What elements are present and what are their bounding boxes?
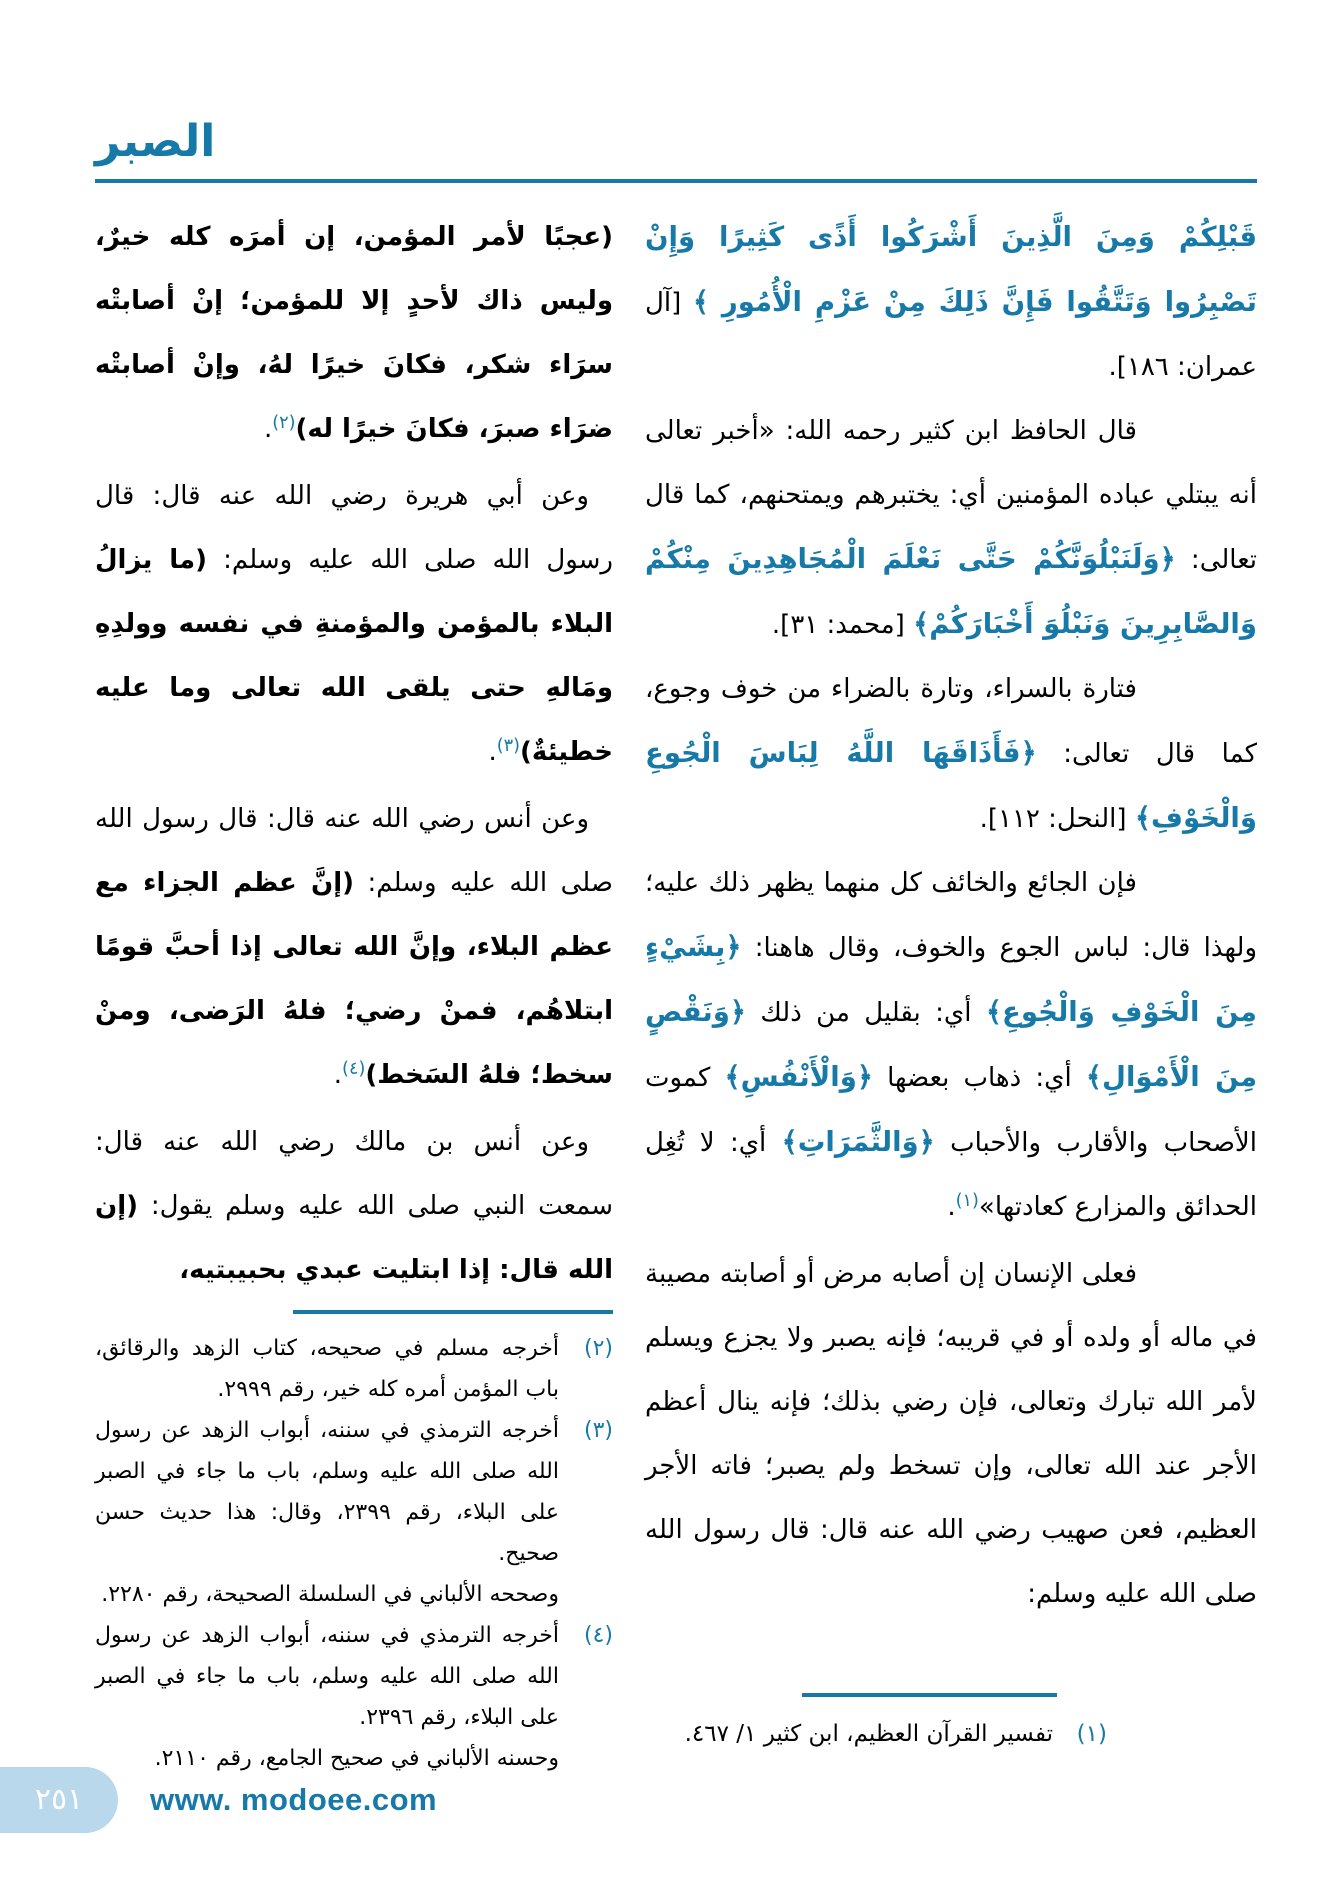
column-right-body <box>645 205 1257 1685</box>
body-text-run: [محمد: ٣١]. <box>771 609 914 640</box>
footnote <box>95 1410 613 1615</box>
body-text-run: فتارة بالسراء، وتارة بالضراء من خوف وجوع، كما قال تعالى: <box>645 673 1257 769</box>
body-text-run: أي: بقليل من ذلك <box>746 997 986 1028</box>
column-left-body <box>95 205 613 1302</box>
footnote-text <box>95 1615 559 1779</box>
column-left <box>95 205 613 1779</box>
body-text-run: [آل عمران: ١٨٦]. <box>645 287 1257 382</box>
footnote-ref-marker: (٢) <box>272 412 296 433</box>
paragraph <box>645 205 1257 399</box>
quran-verse-run: ﴿فَأَذَاقَهَا اللَّهُ لِبَاسَ الْجُوعِ وَالْخَوْفِ﴾ <box>645 736 1257 834</box>
footnote-separator-right <box>802 1693 1057 1697</box>
quran-verse-run: ﴿وَلَنَبْلُوَنَّكُمْ حَتَّى نَعْلَمَ الْمُجَاهِدِينَ مِنْكُمْ وَالصَّابِرِينَ وَنَبْلُوَ أَخْبَارَكُمْ﴾ <box>645 542 1257 640</box>
footnote <box>645 1711 1107 1757</box>
paragraph <box>645 851 1257 1242</box>
footnote-separator-left <box>293 1310 613 1314</box>
hadith-text-run: (عجبًا لأمر المؤمن، إن أمرَه كله خيرٌ، وليس ذاك لأحدٍ إلا للمؤمن؛ إنْ أصابتْه سرَاء شكر، فكانَ خيرًا لهُ، وإنْ أصابتْه ضرَاء صبرَ، فكانَ خيرًا له) <box>95 221 613 444</box>
body-text-run: وعن أنس رضي الله عنه قال: قال رسول الله صلى الله عليه وسلم: <box>95 803 613 898</box>
body-text-run: أي: ذهاب بعضها <box>872 1062 1086 1093</box>
body-text-run: كموت الأصحاب والأقارب والأحباب <box>645 1062 1257 1158</box>
hadith-text-run: (ما يزالُ البلاء بالمؤمن والمؤمنةِ في نفسه وولدِهِ ومَالهِ حتى يلقى الله تعالى وما عليه خطيئةٌ) <box>95 544 613 767</box>
footnote-part: وحسنه الألباني في صحيح الجامع، رقم ٢١١٠. <box>154 1745 559 1771</box>
body-text-run: أي: لا تُغِل الحدائق والمزارع كعادتها» <box>645 1127 1257 1222</box>
footnote-text <box>95 1328 559 1410</box>
footnote <box>95 1615 613 1779</box>
body-text-run: . <box>947 1191 956 1222</box>
body-text-run: وعن أبي هريرة رضي الله عنه قال: قال رسول الله صلى الله عليه وسلم: <box>95 480 613 575</box>
footnote-part: تفسير القرآن العظيم، ابن كثير ١/ ٤٦٧. <box>684 1720 1053 1747</box>
footnote-part: وصححه الألباني في السلسلة الصحيحة، رقم ٢٢٨٠. <box>101 1581 559 1607</box>
column-right <box>645 205 1257 1757</box>
hadith-text-run: (إن الله قال: إذا ابتليت عبدي بحبيبتيه، <box>95 1190 613 1285</box>
footnote-marker: (٢) <box>583 1335 613 1361</box>
quran-verse-run: ﴿بِشَيْءٍ مِنَ الْخَوْفِ وَالْجُوعِ﴾ <box>645 930 1257 1028</box>
paragraph <box>95 205 613 464</box>
body-text-run: . <box>488 736 497 767</box>
quran-verse-run: ﴿وَالثَّمَرَاتِ﴾ <box>781 1125 935 1158</box>
body-text-run: . <box>333 1059 343 1090</box>
quran-verse-run: ﴿وَالْأَنْفُسِ﴾ <box>724 1060 873 1093</box>
two-column-layout <box>95 205 1257 1779</box>
body-text-run: فعلى الإنسان إن أصابه مرض أو أصابته مصيبة في ماله أو ولده أو في قريبه؛ فإنه يصبر ولا يجزع ويسلم لأمر الله تبارك وتعالى، فإن رضي بذلك؛ فإنه ينال أعظم الأجر عند الله تعالى، وإن تسخط ولم يصبر؛ فاته الأجر العظيم، فعن صهيب رضي الله عنه قال: قال رسول الله صلى الله عليه وسلم: <box>645 1258 1257 1609</box>
footnote-marker: (١) <box>1076 1720 1107 1747</box>
page-header <box>95 0 1257 183</box>
footnote-marker: (٣) <box>583 1417 613 1443</box>
body-text-run: فإن الجائع والخائف كل منهما يظهر ذلك عليه؛ ولهذا قال: لباس الجوع والخوف، وقال هاهنا: <box>645 867 1257 963</box>
chapter-title: الصبر <box>95 116 216 167</box>
paragraph <box>95 464 613 787</box>
footnote-ref-marker: (٣) <box>496 735 521 756</box>
body-text-run: وعن أنس بن مالك رضي الله عنه قال: سمعت النبي صلى الله عليه وسلم يقول: <box>95 1126 613 1221</box>
paragraph <box>95 787 613 1110</box>
quran-verse-run: قَبْلِكُمْ وَمِنَ الَّذِينَ أَشْرَكُوا أَذًى كَثِيرًا وَإِنْ تَصْبِرُوا وَتَتَّقُوا فَإِنَّ ذَلِكَ مِنْ عَزْمِ الْأُمُورِ ﴾ <box>645 220 1257 318</box>
footnotes-right <box>645 1711 1107 1757</box>
footnote-ref-marker: (٤) <box>342 1058 366 1079</box>
body-text-run: . <box>263 413 273 444</box>
footnote-marker: (٤) <box>583 1622 613 1648</box>
paragraph <box>645 399 1257 657</box>
paragraph <box>645 657 1257 851</box>
footnote <box>95 1328 613 1410</box>
footnote-part: أخرجه مسلم في صحيحه، كتاب الزهد والرقائق، باب المؤمن أمره كله خير، رقم ٢٩٩٩. <box>95 1335 559 1402</box>
footnote-text <box>645 1711 1053 1757</box>
quran-verse-run: ﴿وَنَقْصٍ مِنَ الْأَمْوَالِ﴾ <box>645 995 1258 1093</box>
header-rule <box>95 179 1257 183</box>
body-text-run: قال الحافظ ابن كثير رحمه الله: «أخبر تعالى أنه يبتلي عباده المؤمنين أي: يختبرهم ويمتحنهم، كما قال تعالى: <box>645 415 1257 575</box>
footnote-part: أخرجه الترمذي في سننه، أبواب الزهد عن رسول الله صلى الله عليه وسلم، باب ما جاء في الصبر على البلاء، رقم ٢٣٩٦. <box>95 1622 559 1730</box>
website-text: www. modoee.com <box>150 1782 438 1817</box>
body-text-run: [النحل: ١١٢]. <box>979 803 1135 834</box>
footnotes-left <box>95 1328 613 1779</box>
hadith-text-run: (إنَّ عظم الجزاء مع عظم البلاء، وإنَّ الله تعالى إذا أحبَّ قومًا ابتلاهُم، فمنْ رضي؛ فلهُ الرَضى، ومنْ سخط؛ فلهُ السَخط) <box>95 867 613 1090</box>
page-number-pill <box>0 1767 118 1833</box>
paragraph <box>95 1110 613 1302</box>
paragraph <box>645 1242 1257 1626</box>
footnote-text <box>95 1410 559 1615</box>
footnote-ref-marker: (١) <box>955 1190 979 1211</box>
footnote-part: أخرجه الترمذي في سننه، أبواب الزهد عن رسول الله صلى الله عليه وسلم، باب ما جاء في الصبر على البلاء، رقم ٢٣٩٩، وقال: هذا حديث حسن صحيح. <box>95 1417 559 1566</box>
page-number: ٢٥١ <box>34 1782 84 1817</box>
